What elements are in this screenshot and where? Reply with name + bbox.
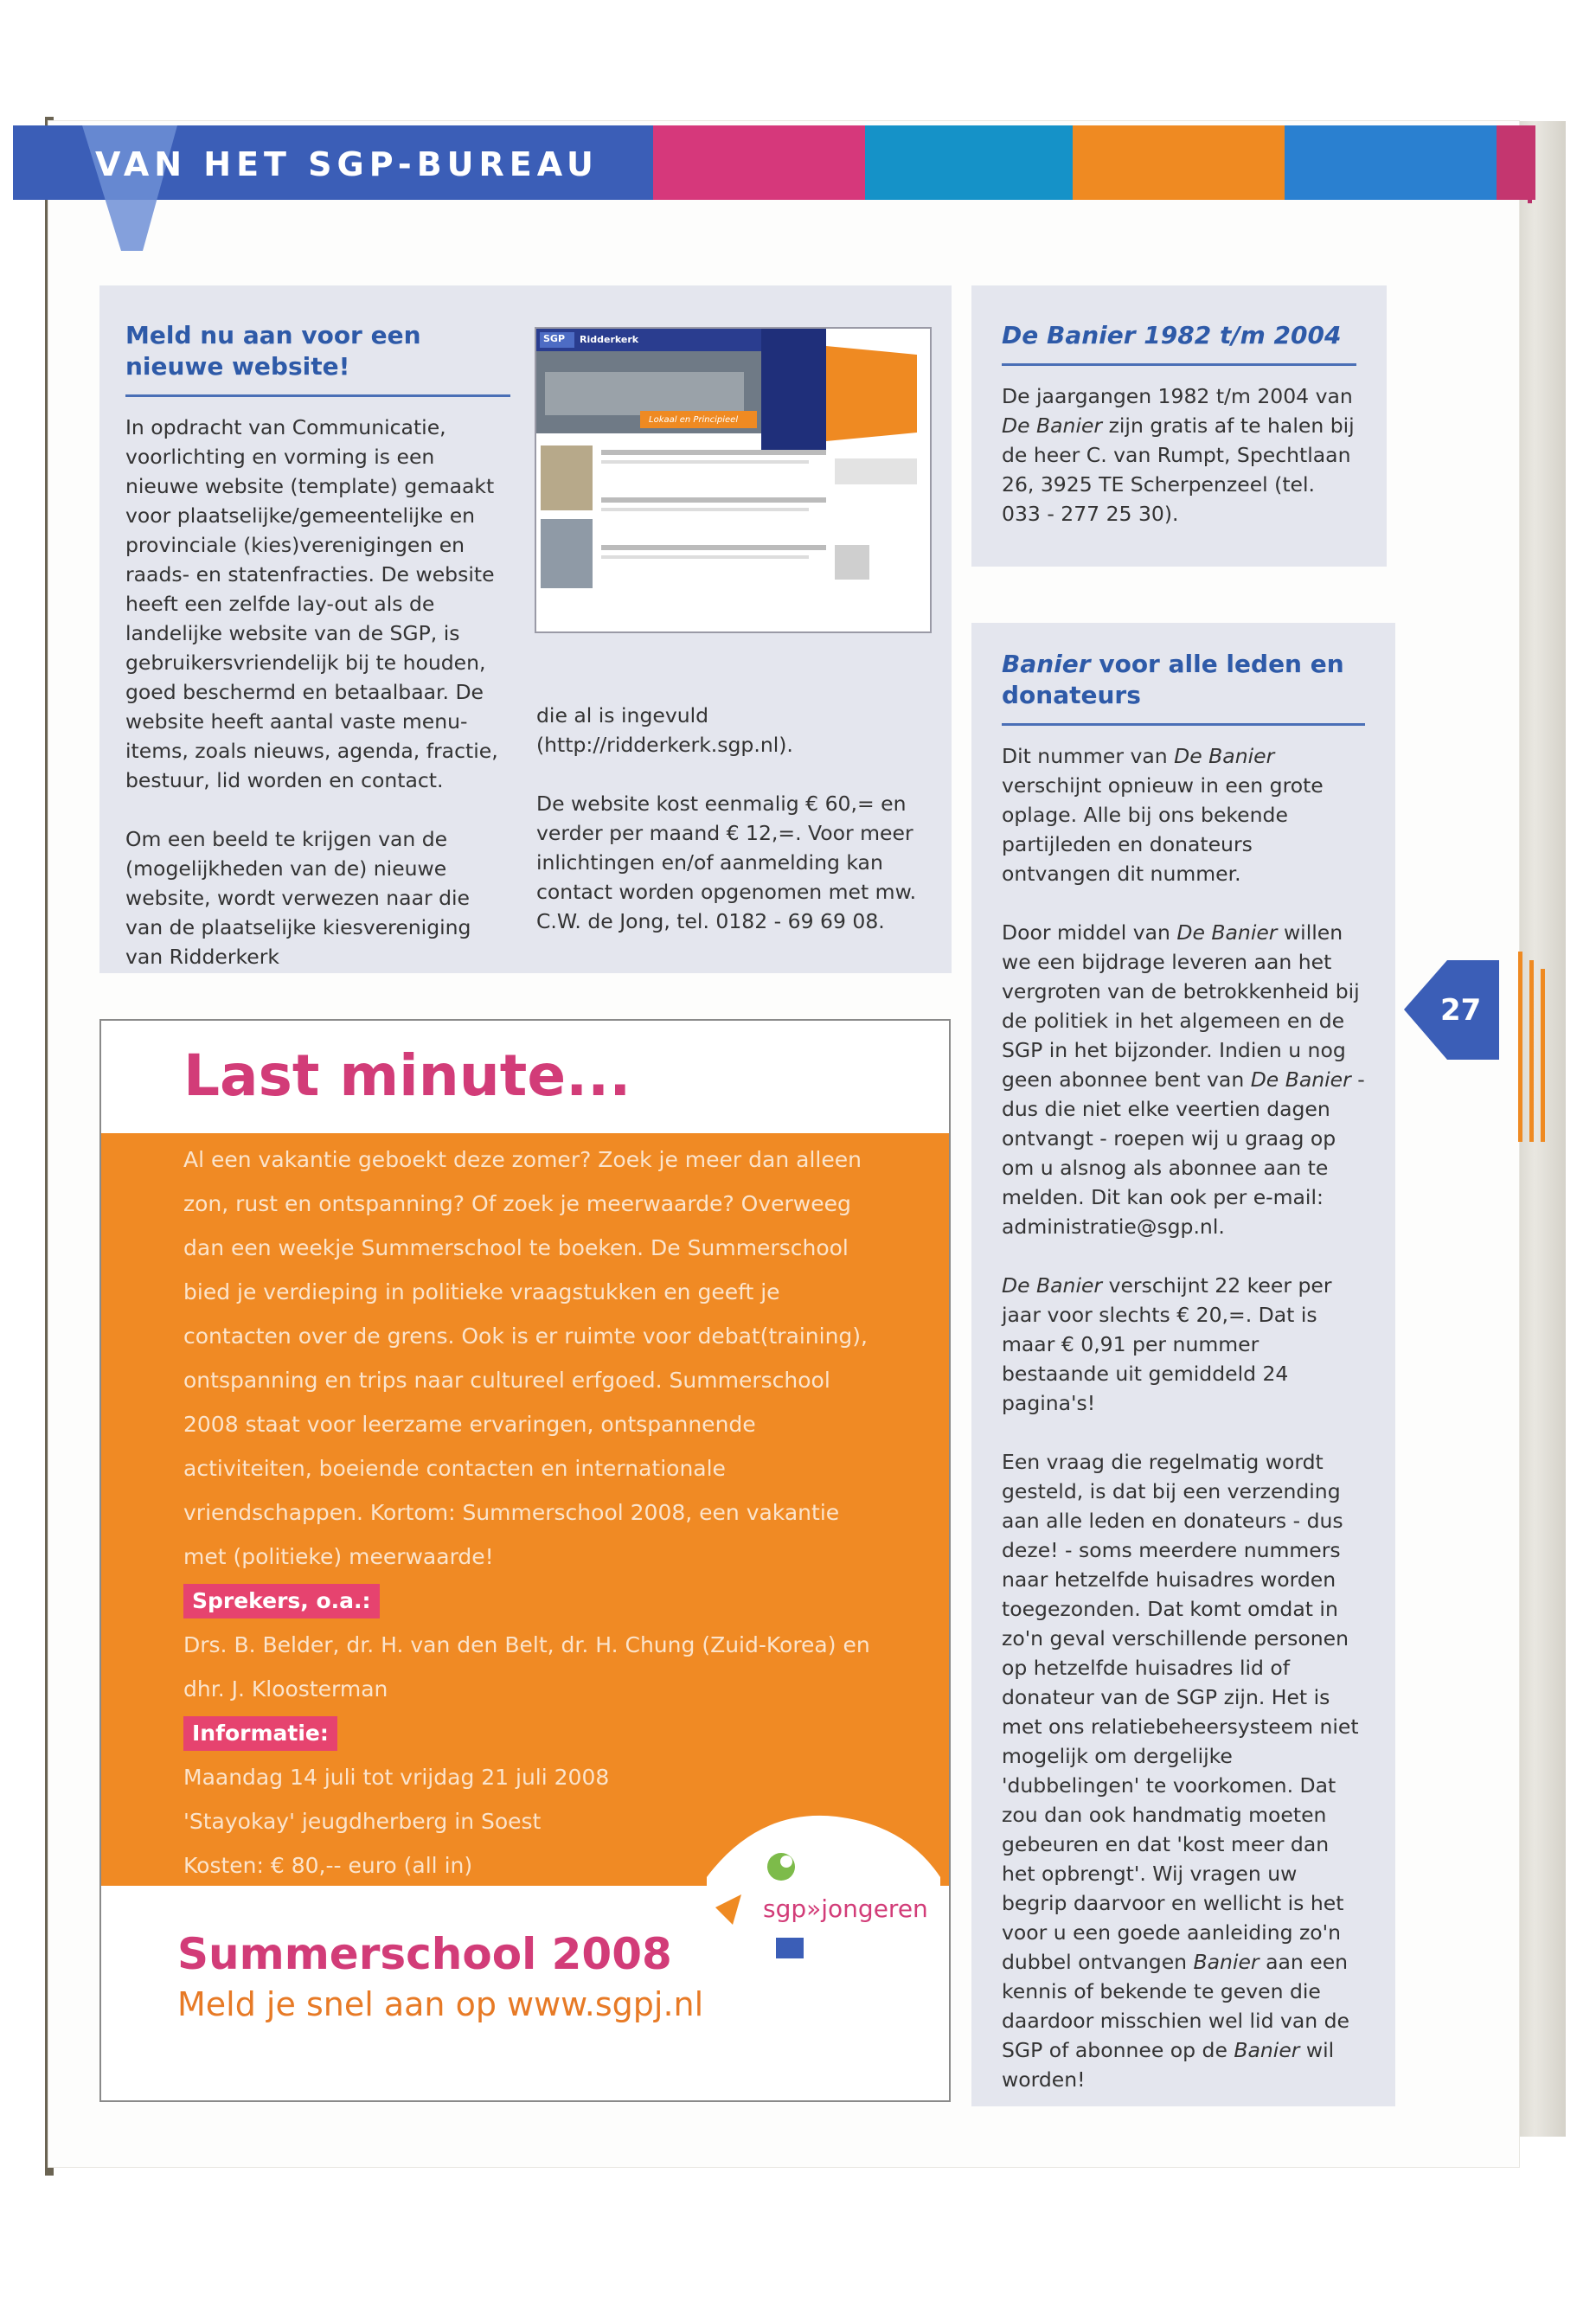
title-rule xyxy=(1002,363,1356,366)
banier-members-para-4: Een vraag die regelmatig wordt gesteld, is dat bij een verzending aan alle leden en donateurs - dus deze! - soms meerdere nummers naar hetzelfde huisadres worden toegezonden. Dat komt omdat in zo'n geval verschillende personen op hetzelfde huisadres lid of donateur van de SGP zijn. Het is met ons relatiebeheersysteem niet mogelijk om dergelijke 'dubbelingen' te voorkomen. Dat zou dan ook handmatig moeten gebeuren en dat 'kost meer dan het opbrengt'. Wij vragen uw begrip daarvoor en wellicht is het voor u een goede aanleiding zo'n dubbel ontvangen Banier aan een kennis of bekende te geven die daardoor misschien wel lid van de SGP of abonnee op de Banier wil worden! xyxy=(1002,1450,1359,2092)
advert-orange-panel xyxy=(101,1133,949,1886)
title-rule xyxy=(125,394,510,397)
website-para-1: In opdracht van Communicatie, voorlichting en vorming is een nieuwe website (template) gemaakt voor plaatselijke/gemeentelijke en provinciale (kies)verenigingen en raads- en statenfracties. De website heeft een zelfde lay-out als de landelijke website van de SGP, is gebruikersvriendelijk bij te houden, goed beschermd en betaalbaar. De website heeft aantal vaste menu-items, zoals nieuws, agenda, fractie, bestuur, lid worden en contact. xyxy=(125,415,498,792)
sgp-jongeren-logo-graphic xyxy=(707,1808,940,1972)
speakers-label: Sprekers, o.a.: xyxy=(183,1584,380,1618)
summerschool-advert xyxy=(99,1019,951,2102)
website-article-column-2 xyxy=(536,701,930,936)
advert-title: Last minute... xyxy=(183,1042,631,1109)
banier-members-para-1: Dit nummer van De Banier verschijnt opnieuw in een grote oplage. Alle bij ons bekende partijleden en donateurs ontvangen dit nummer. xyxy=(1002,744,1324,886)
website-article-column-1 xyxy=(125,320,510,971)
screenshot-site-name: Ridderkerk xyxy=(580,334,639,345)
sgp-jongeren-logo-text: sgp»jongeren xyxy=(763,1894,928,1923)
speakers-list: Drs. B. Belder, dr. H. van den Belt, dr. H. Chung (Zuid-Korea) en dhr. J. Kloosterman xyxy=(183,1632,870,1702)
banier-members-para-3: De Banier verschijnt 22 keer per jaar voor slechts € 20,=. Dat is maar € 0,91 per nummer bestaande uit gemiddeld 24 pagina's! xyxy=(1002,1273,1332,1415)
screenshot-banner-text: Lokaal en Principieel xyxy=(649,415,739,425)
banier-archive-article xyxy=(971,285,1387,567)
info-place: 'Stayokay' jeugdherberg in Soest xyxy=(183,1809,542,1834)
website-para-2: Om een beeld te krijgen van de (mogelijkheden van de) nieuwe website, wordt verwezen naar die van de plaatselijke kiesvereniging van Ridderkerk xyxy=(125,827,471,969)
advert-footer-title: Summerschool 2008 xyxy=(177,1929,672,1979)
website-screenshot-graphic xyxy=(536,329,930,631)
website-article-title: Meld nu aan voor een nieuwe website! xyxy=(125,321,421,381)
website-screenshot xyxy=(535,327,932,633)
sgp-jongeren-logo xyxy=(707,1808,940,1972)
advert-footer-link[interactable]: Meld je snel aan op www.sgpj.nl xyxy=(177,1985,704,2023)
page-number: 27 xyxy=(1440,993,1482,1028)
screenshot-logo: SGP xyxy=(543,333,566,344)
section-title: VAN HET SGP-BUREAU xyxy=(95,145,599,183)
info-label: Informatie: xyxy=(183,1716,337,1751)
website-para-3: die al is ingevuld (http://ridderkerk.sgp.nl). xyxy=(536,703,793,757)
advert-intro: Al een vakantie geboekt deze zomer? Zoek je meer dan alleen zon, rust en ontspanning? Of zoek je meerwaarde? Overweeg dan een weekje Summerschool te boeken. De Summerschool bied je verdieping in politieke vraagstukken en geeft je contacten over de grens. Ook is er ruimte voor debat(training), ontspanning en trips naar cultureel erfgoed. Summerschool 2008 staat voor leerzame ervaringen, ontspannende activiteiten, boeiende contacten en internationale vriendschappen. Kortom: Summerschool 2008, een vakantie met (politieke) meerwaarde! xyxy=(183,1147,868,1569)
info-cost: Kosten: € 80,-- euro (all in) xyxy=(183,1853,473,1878)
website-article xyxy=(99,285,952,973)
banier-archive-title: De Banier 1982 t/m 2004 xyxy=(1002,321,1342,349)
info-dates: Maandag 14 juli tot vrijdag 21 juli 2008 xyxy=(183,1765,610,1790)
banier-members-title: Banier voor alle leden en donateurs xyxy=(1002,650,1344,709)
banier-members-para-2: Door middel van De Banier willen we een bijdrage leveren aan het vergroten van de betrokkenheid bij de politiek in het algemeen en de SGP in het bijzonder. Indien u nog geen abonnee bent van De Banier - dus die niet elke veertien dagen ontvangt - roepen wij u graag op om u alsnog als abonnee aan te melden. Dit kan ook per e-mail: administratie@sgp.nl. xyxy=(1002,920,1365,1239)
v-logo-icon xyxy=(82,125,177,251)
banier-members-article xyxy=(971,623,1395,2106)
title-rule xyxy=(1002,723,1365,726)
banier-archive-text: De jaargangen 1982 t/m 2004 van De Banier zijn gratis af te halen bij de heer C. van Rumpt, Spechtlaan 26, 3925 TE Scherpenzeel (tel. 033 - 277 25 30). xyxy=(1002,384,1355,526)
website-para-4: De website kost eenmalig € 60,= en verder per maand € 12,=. Voor meer inlichtingen en/of aanmelding kan contact worden opgenomen met mw. C.W. de Jong, tel. 0182 - 69 69 08. xyxy=(536,792,917,933)
